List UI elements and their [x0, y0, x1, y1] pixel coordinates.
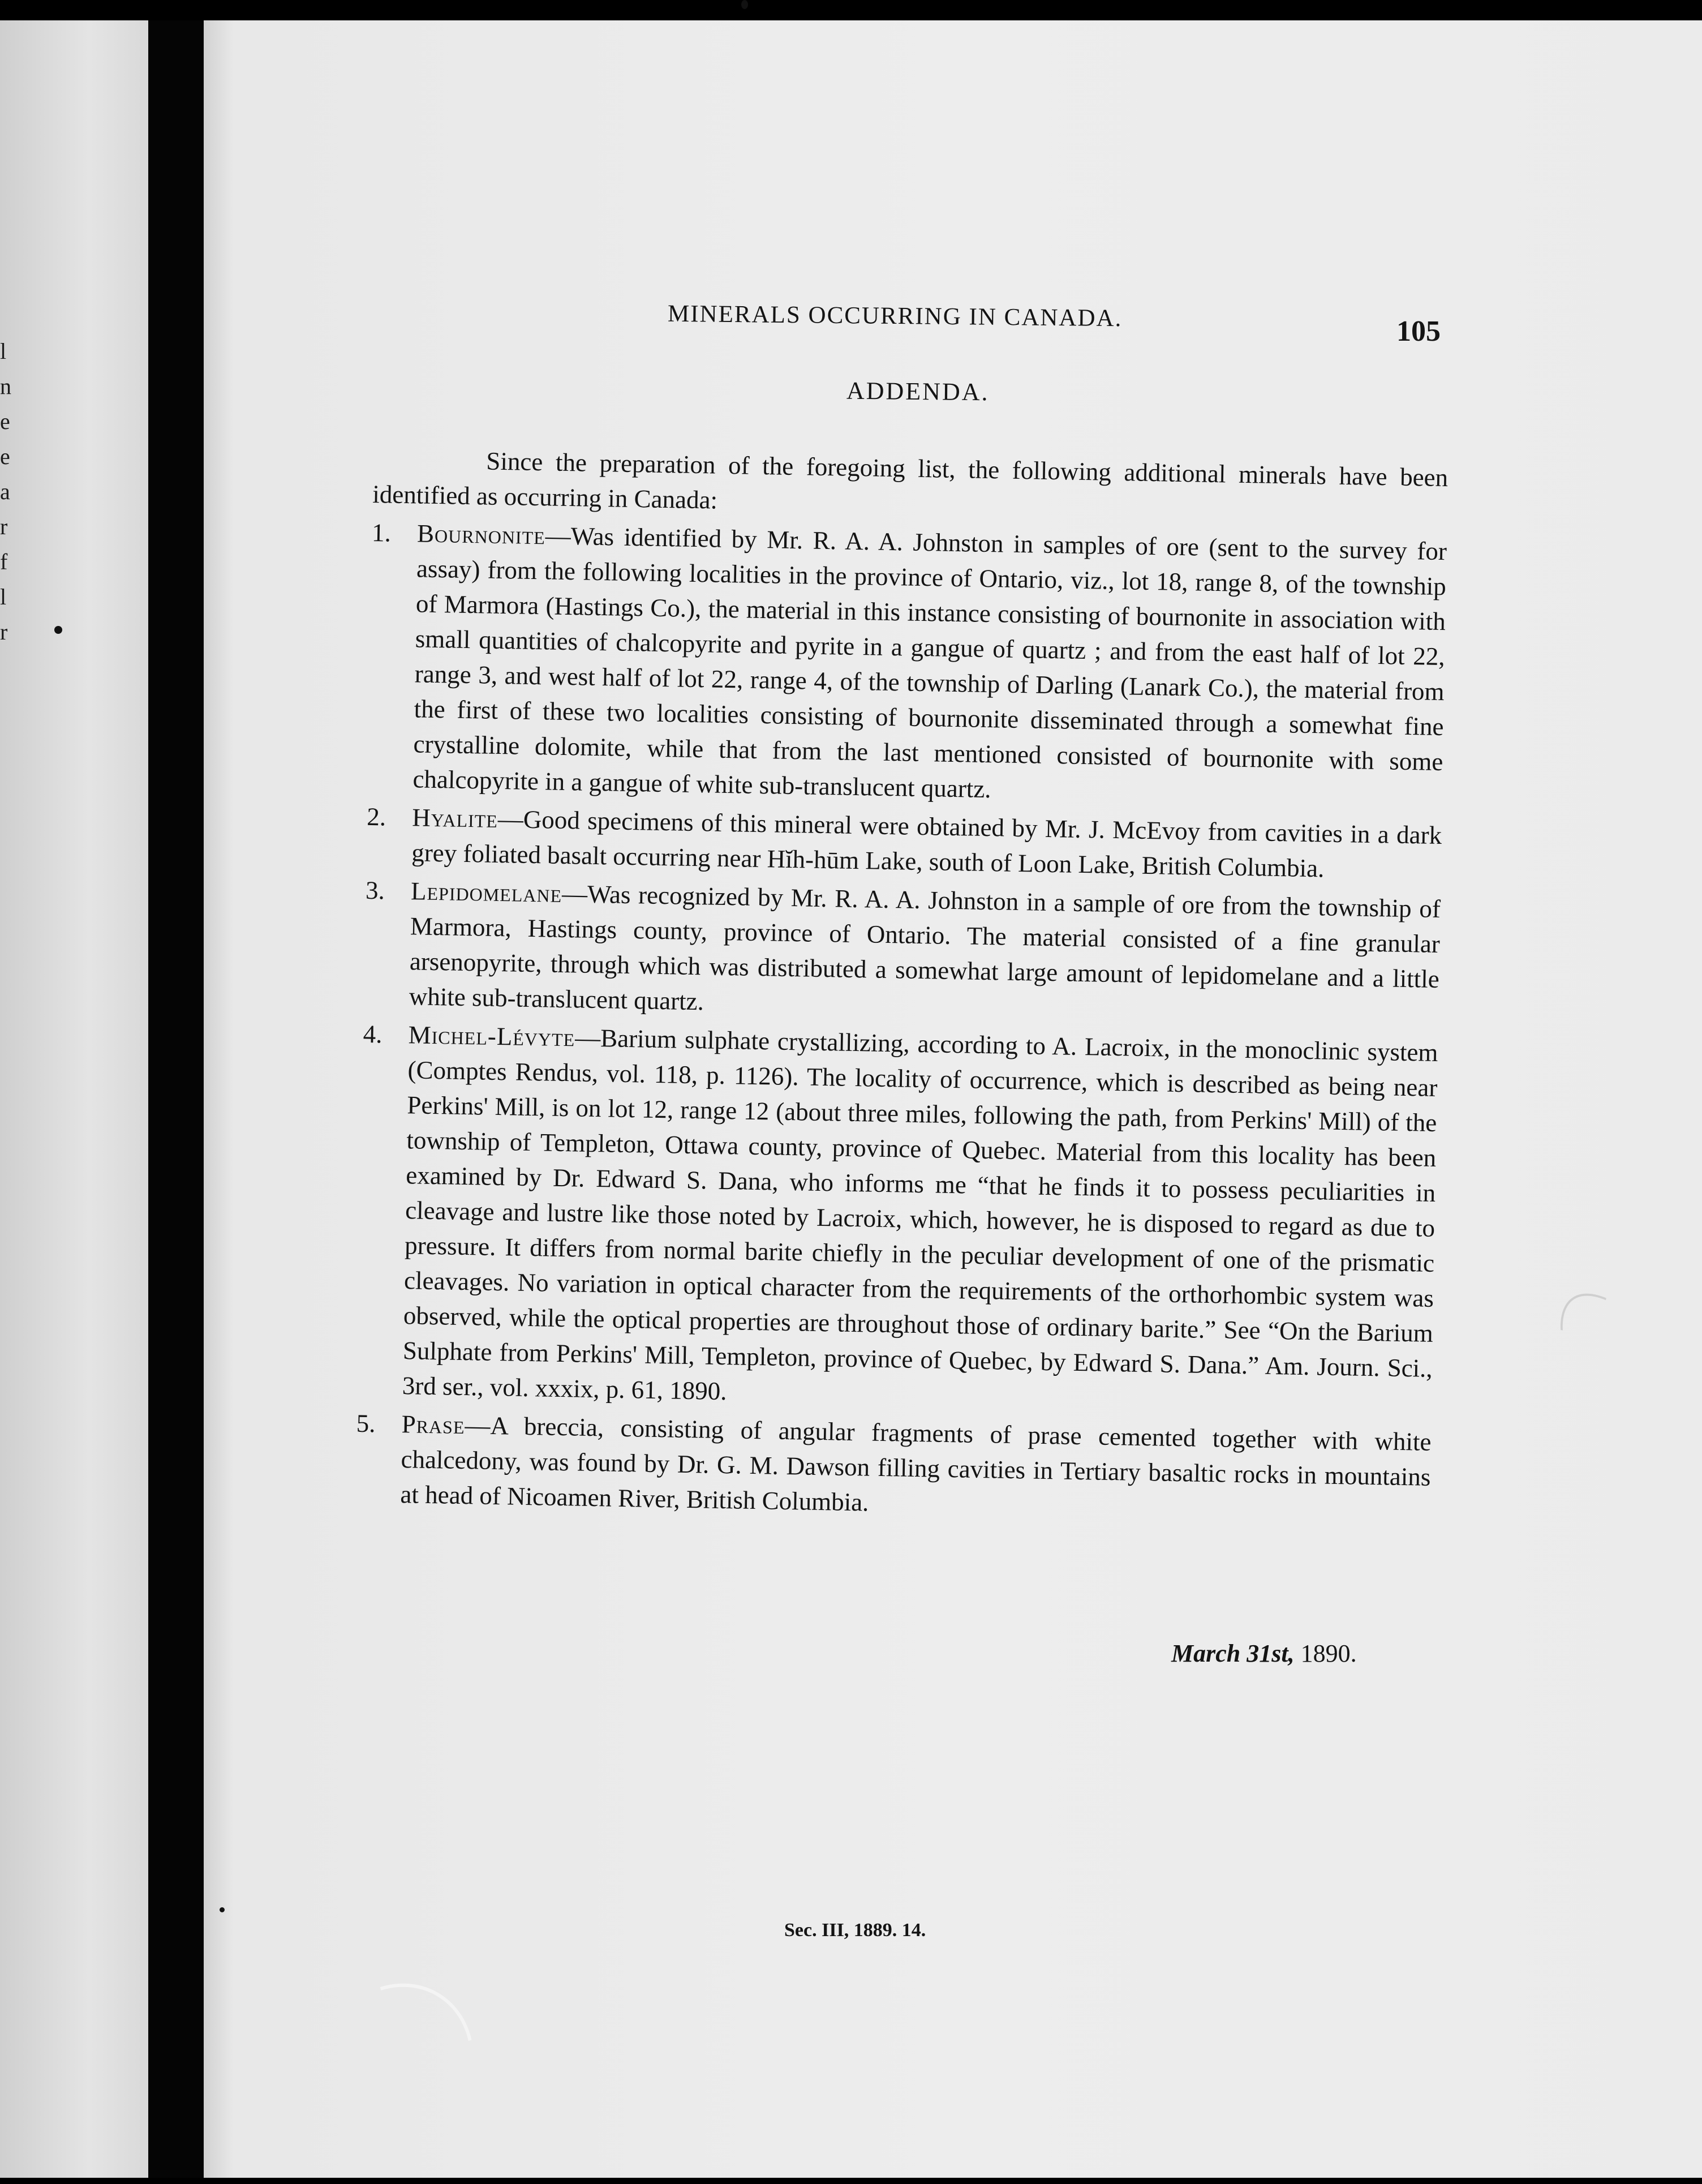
- mineral-entry: [356, 1016, 1438, 1421]
- ink-speck: [220, 1907, 225, 1912]
- mineral-name: Michel-Lévyte: [408, 1020, 575, 1052]
- mineral-entry: [367, 515, 1447, 814]
- entry-text: —Was recognized by Mr. R. A. A. Johnston in a sample of ore from the township of Marmora, Hastings county, province of Ontario. The material consisted of a fine granular arsenopyrite, through which was distributed a somewhat large amount of lepidomelane and a little white sub-translucent quartz.: [409, 879, 1441, 1016]
- scan-top-border: [0, 0, 1702, 20]
- entry-number: 3.: [365, 876, 385, 905]
- ink-speck: [54, 626, 62, 634]
- facing-page-letter: l: [0, 584, 7, 610]
- page-number: 105: [1396, 315, 1441, 347]
- intro-paragraph: Since the preparation of the foregoing list, the following additional minerals have been identified as occurring in Canada:: [372, 447, 1449, 514]
- facing-page-letter: n: [0, 374, 11, 399]
- facing-page-letter: f: [0, 549, 8, 574]
- mineral-name: Hyalite: [411, 803, 498, 833]
- mineral-name: Bournonite: [416, 519, 546, 550]
- date-year: 1890.: [1300, 1640, 1357, 1667]
- mineral-name: Prase: [401, 1410, 465, 1440]
- facing-page-letter: e: [0, 444, 10, 469]
- facing-page-letter: r: [0, 514, 8, 539]
- date-line: [1171, 1639, 1357, 1668]
- entry-text: —Barium sulphate crystallizing, according to A. Lacroix, in the monoclinic system (Comptes Rendus, vol. 118, p. 1126). The locality of occurrence, which is described as being near Perkins' Mill, is on lot 12, range 12 (about three miles, following the path, from Perkins' Mill) of the township of Templeton, Ottawa county, province of Quebec. Material from this locality has been examined by Dr. Edward S. Dana, who informs me “that he finds it to possess peculiarities in cleavage and lustre like those noted by Lacroix, which, however, he is disposed to regard as due to pressure. It differs from normal barite chiefly in the peculiar development of one of the prismatic cleavages. No variation in optical character from the requirements of the orthorhombic system was observed, while the optical properties are throughout those of ordinary barite.” See “On the Barium Sulphate from Perkins' Mill, Templeton, province of Quebec, by Edward S. Dana.” Am. Journ. Sci., 3rd ser., vol. xxxix, p. 61, 1890.: [402, 1023, 1438, 1406]
- entry-text: —Good specimens of this mineral were obtained by Mr. J. McEvoy from cavities in a dark grey foliated basalt occurring near Hĭh-hūm Lake, south of Loon Lake, British Columbia.: [411, 804, 1442, 883]
- entry-number: 2.: [366, 802, 386, 831]
- page-gutter: [148, 20, 204, 2178]
- entry-number: 5.: [356, 1409, 376, 1438]
- facing-page-letter: e: [0, 409, 10, 434]
- mineral-entry: [355, 1406, 1432, 1530]
- facing-page-edge: [0, 20, 148, 2178]
- entry-text: —A breccia, consisting of angular fragments of prase cemented together with white chalcedony, was found by Dr. G. M. Dawson filling cavities in Tertiary basaltic rocks in mountains at head of Nicoamen River, British Columbia.: [400, 1411, 1432, 1517]
- running-head: MINERALS OCCURRING IN CANADA.: [667, 300, 1123, 332]
- ink-speck: [741, 0, 748, 9]
- facing-page-letter: a: [0, 479, 10, 504]
- addenda-body: [355, 441, 1449, 1530]
- facing-page-line-endings: [0, 334, 17, 650]
- mineral-name: Lepidomelane: [410, 877, 562, 908]
- section-title: ADDENDA.: [846, 376, 990, 406]
- mineral-entry: [363, 873, 1441, 1032]
- facing-page-letter: r: [0, 619, 8, 645]
- date-italic: March 31st,: [1171, 1640, 1295, 1667]
- facing-page-letter: l: [0, 338, 7, 364]
- entry-number: 4.: [363, 1019, 382, 1049]
- printer-signature-mark: Sec. III, 1889. 14.: [784, 1920, 926, 1941]
- entry-text: —Was identified by Mr. R. A. A. Johnston in samples of ore (sent to the survey for assay) from the following localities in the province of Ontario, viz., lot 18, range 8, of the township of Marmora (Hastings Co.), the material in this instance consisting of bournonite in association with small quantities of chalcopyrite and pyrite in a gangue of quartz ; and from the east half of lot 22, range 3, and west half of lot 22, range 4, of the township of Darling (Lanark Co.), the material from the first of these two localities consisting of bournonite disseminated through a somewhat fine crystalline dolomite, while that from the last mentioned consisted of bournonite with some chalcopyrite in a gangue of white sub-translucent quartz.: [412, 521, 1447, 804]
- entry-number: 1.: [371, 518, 392, 547]
- mineral-entry: [366, 799, 1442, 888]
